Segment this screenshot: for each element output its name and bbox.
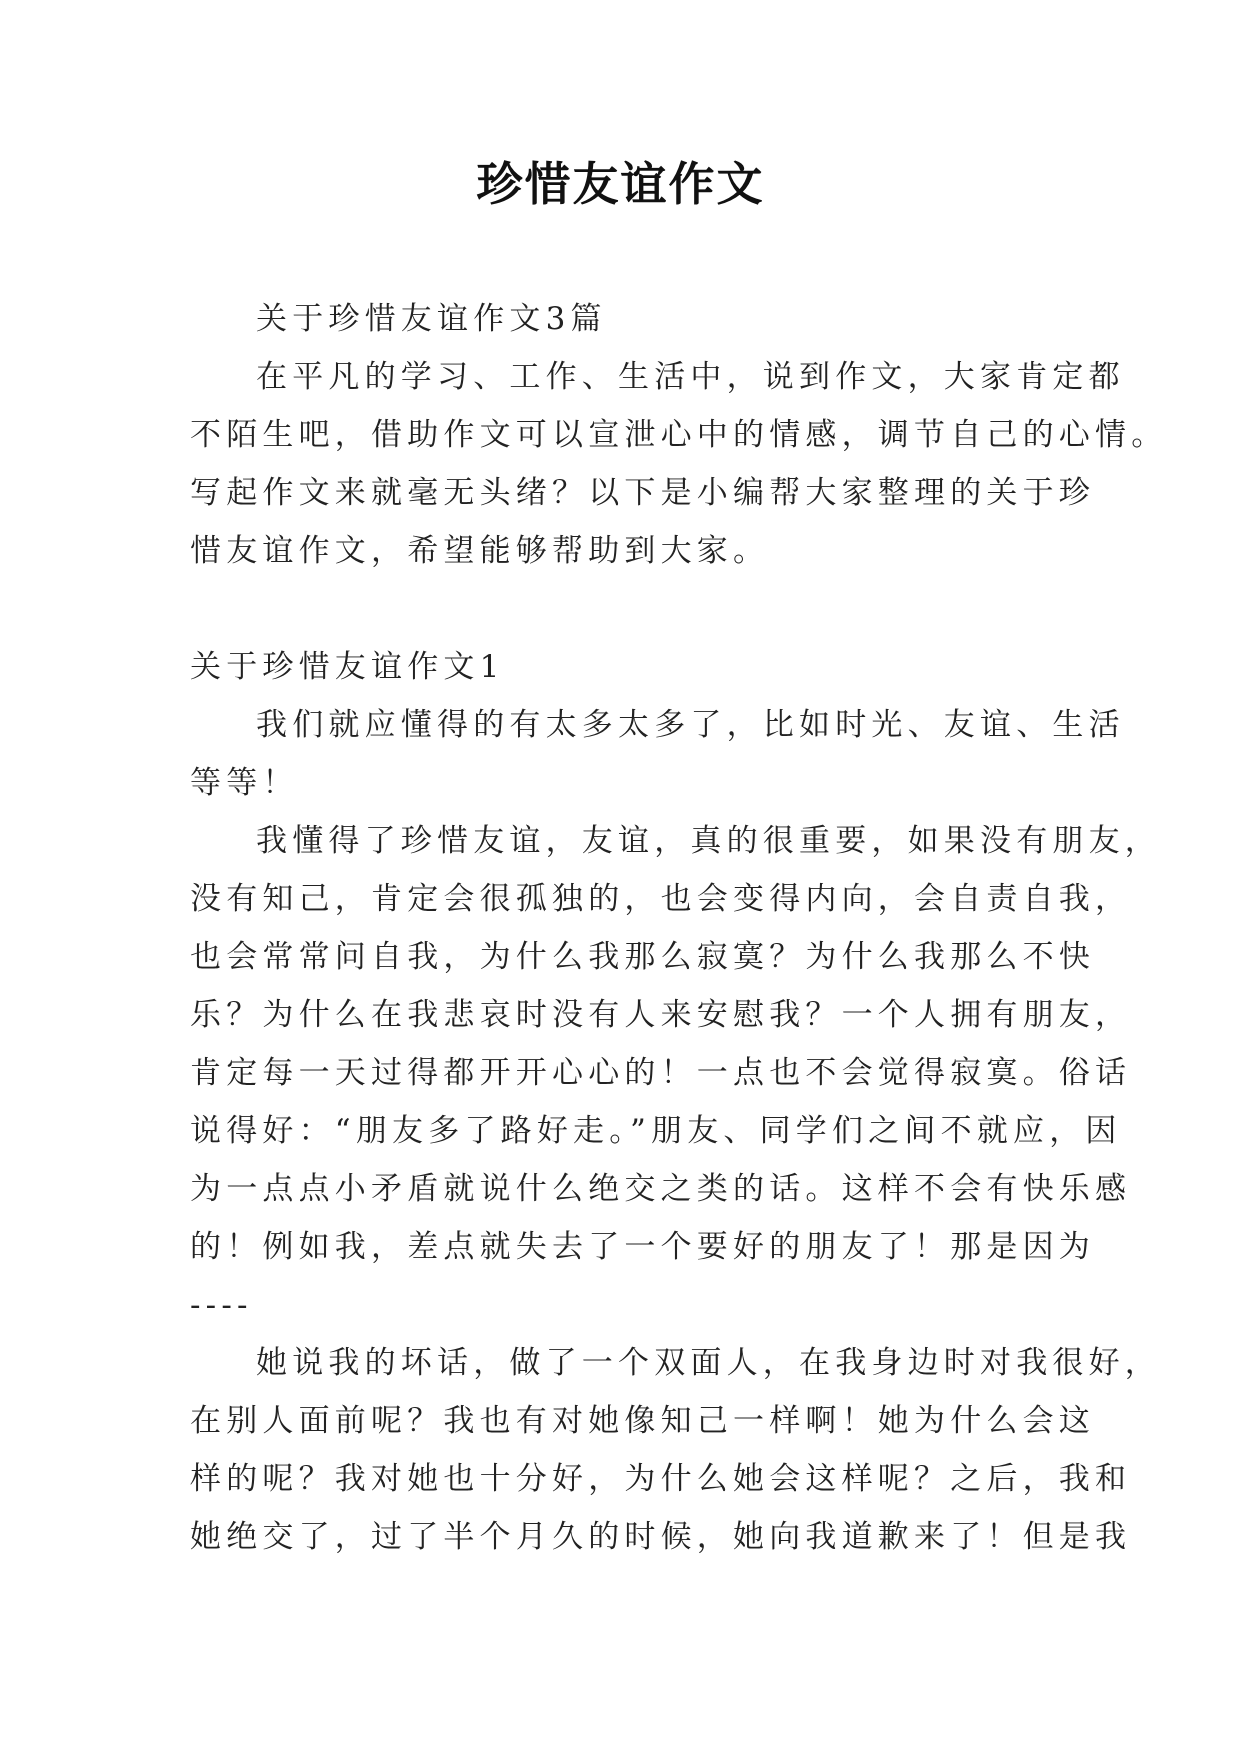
paragraph-line: 我们就应懂得的有太多太多了，比如时光、友谊、生活 <box>256 707 1125 743</box>
paragraph-line: 肯定每一天过得都开开心心的！一点也不会觉得寂寞。俗话 <box>190 1055 1132 1091</box>
paragraph-line: 不陌生吧，借助作文可以宣泄心中的情感，调节自己的心情。 <box>190 417 1168 453</box>
document-title: 珍惜友谊作文 <box>476 157 765 211</box>
paragraph-line: 惜友谊作文，希望能够帮助到大家。 <box>190 533 770 569</box>
paragraph-line: 写起作文来就毫无头绪？以下是小编帮大家整理的关于珍 <box>190 475 1095 511</box>
intro-heading: 关于珍惜友谊作文3篇 <box>256 301 607 337</box>
paragraph-line: 在别人面前呢？我也有对她像知己一样啊！她为什么会这 <box>190 1403 1095 1439</box>
paragraph-line: 的！例如我，差点就失去了一个要好的朋友了！那是因为 <box>190 1229 1095 1265</box>
paragraph-line: 为一点点小矛盾就说什么绝交之类的话。这样不会有快乐感 <box>190 1171 1132 1207</box>
paragraph-line: 乐？为什么在我悲哀时没有人来安慰我？一个人拥有朋友， <box>190 997 1132 1033</box>
document-body <box>190 290 1168 1566</box>
paragraph-gap <box>190 580 1052 638</box>
paragraph-line: 她绝交了，过了半个月久的时候，她向我道歉来了！但是我 <box>190 1519 1132 1555</box>
paragraph-line: 也会常常问自我，为什么我那么寂寞？为什么我那么不快 <box>190 939 1095 975</box>
paragraph-line: 在平凡的学习、工作、生活中，说到作文，大家肯定都 <box>256 359 1125 395</box>
paragraph-line: 我懂得了珍惜友谊，友谊，真的很重要，如果没有朋友， <box>256 823 1161 859</box>
section-heading: 关于珍惜友谊作文1 <box>190 649 505 685</box>
paragraph-line: 说得好：“朋友多了路好走。”朋友、同学们之间不就应，因 <box>190 1113 1122 1149</box>
paragraph-line: ---- <box>190 1287 253 1323</box>
paragraph-line: 没有知己，肯定会很孤独的，也会变得内向，会自责自我， <box>190 881 1132 917</box>
paragraph-line: 样的呢？我对她也十分好，为什么她会这样呢？之后，我和 <box>190 1461 1132 1497</box>
paragraph-line: 她说我的坏话，做了一个双面人，在我身边时对我很好， <box>256 1345 1161 1381</box>
paragraph-line: 等等！ <box>190 765 299 801</box>
